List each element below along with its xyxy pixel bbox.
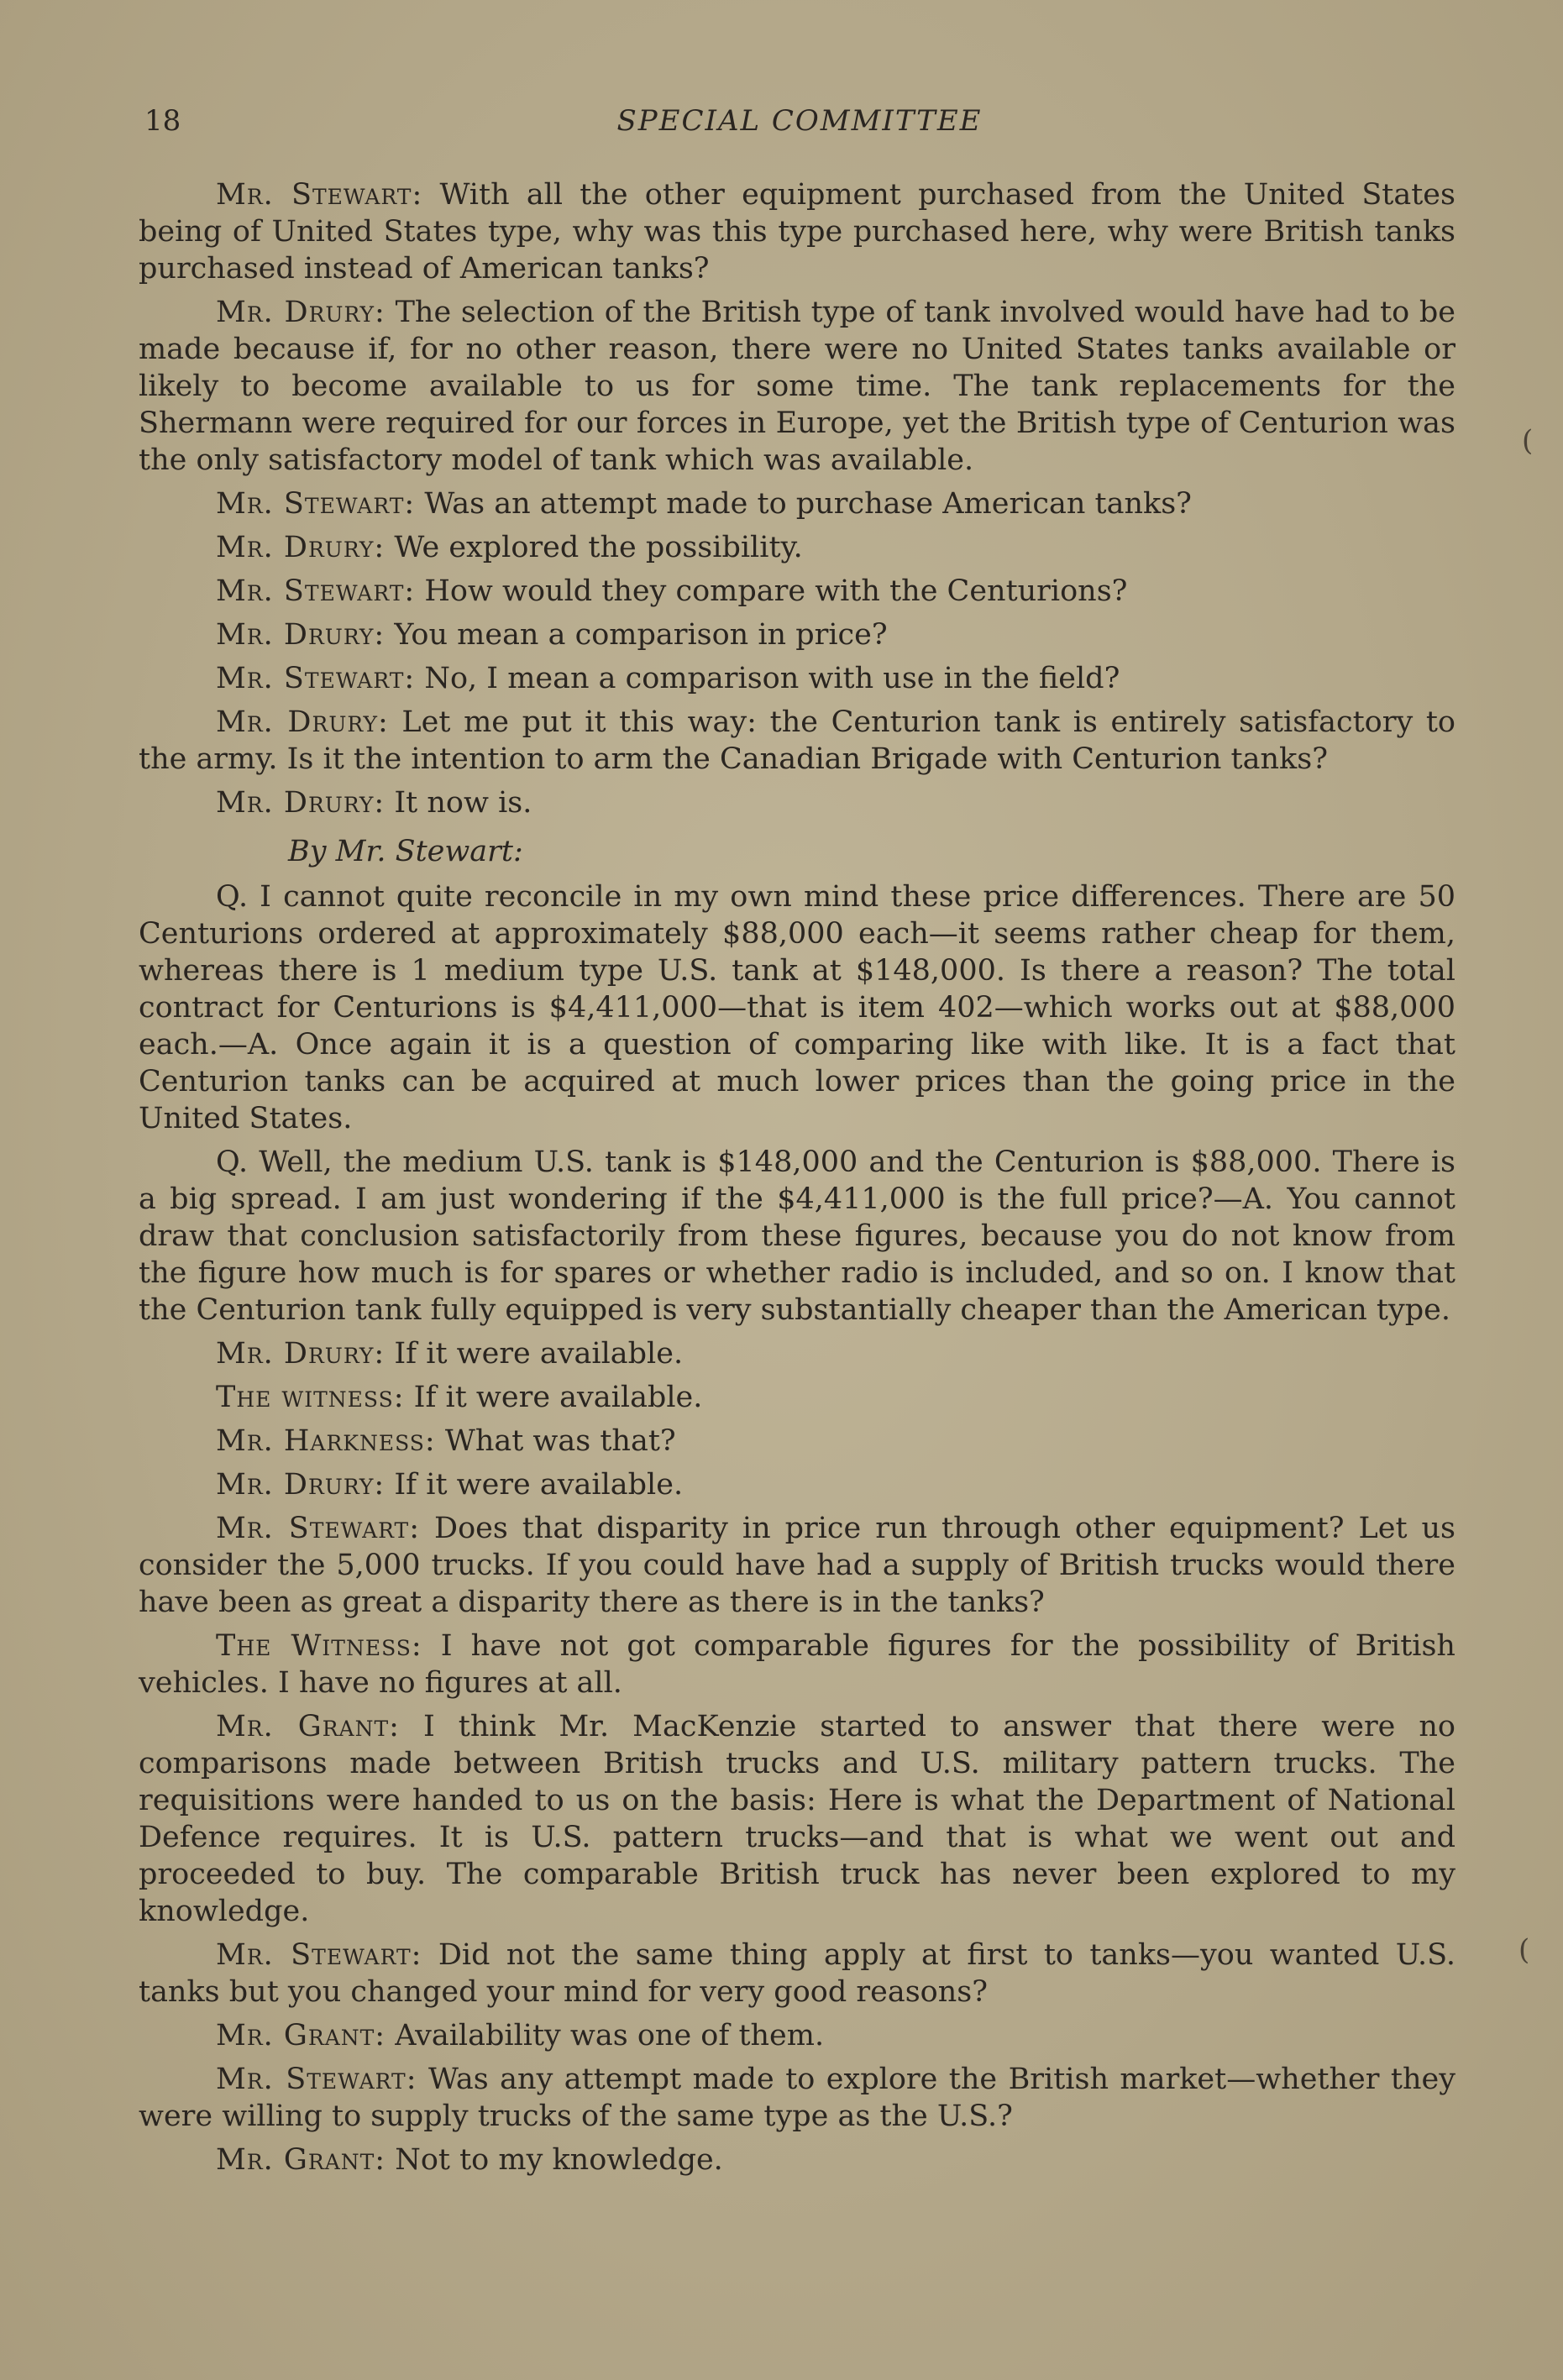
speaker-label: Mr. Stewart: [216,1512,421,1545]
speaker-label: Mr. Stewart: [216,1938,422,1972]
paragraph [139,2017,1455,2054]
paragraph-text: I have not got comparable figures for the possibility of British vehicles. I have no figures at all. [139,1629,1455,1700]
paragraph-text: Does that disparity in price run through other equipment? Let us consider the 5,000 trucks. If you could have had a supply of British trucks would there have been as great a disparity there as there is in the tanks? [139,1512,1455,1619]
paragraph-text: Not to my knowledge. [395,2143,723,2177]
paragraph [139,2141,1455,2178]
paragraph [139,1510,1455,1621]
paragraph [139,294,1455,479]
paragraph-text: I think Mr. MacKenzie started to answer that there were no comparisons made between British trucks and U.S. military pattern trucks. The requisitions were handed to us on the basis: Here is what the Department of National Defence requires. It is U.S. pattern trucks—and that is what we went out and proceeded to buy. The comparable British truck has never been explored to my knowledge. [139,1710,1455,1928]
paragraph [139,1335,1455,1372]
paragraph [139,573,1455,610]
speaker-label: Mr. Stewart: [216,487,416,521]
paragraph [139,784,1455,821]
paragraph-text: What was that? [444,1424,676,1458]
paragraph-text: No, I mean a comparison with use in the field? [424,662,1120,695]
paragraph [139,704,1455,778]
paragraph-text: You mean a comparison in price? [394,618,888,652]
paragraph-text: How would they compare with the Centurions? [424,574,1128,608]
paragraph-text: Q. I cannot quite reconcile in my own mind these price differences. There are 50 Centurions ordered at approximately $88,000 each—it seems rather cheap for them, whereas there is 1 medium type U.S. tank at $148,000. Is there a reason? The total contract for Centurions is $4,411,000—that is item 402—which works out at $88,000 each.—A. Once again it is a question of comparing like with like. It is a fact that Centurion tanks can be acquired at much lower prices than the going price in the United States. [139,880,1455,1135]
paragraph-text: We explored the possibility. [394,531,803,564]
margin-mark: ( [1518,1933,1530,1967]
speaker-label: Mr. Harkness: [216,1424,436,1458]
paragraph [139,1628,1455,1701]
paragraph-text: Availability was one of them. [395,2019,825,2052]
paragraph-text: Was any attempt made to explore the British market—whether they were willing to supply trucks of the same type as the U.S.? [139,2063,1455,2133]
speaker-label: Mr. Drury: [216,618,386,652]
speaker-label: Mr. Grant: [216,2143,386,2177]
speaker-label: The witness: [216,1381,405,1414]
paragraph [139,2061,1455,2135]
paragraph-text: Let me put it this way: the Centurion tank is entirely satisfactory to the army. Is it the intention to arm the Canadian Brigade with Centurion tanks? [139,705,1456,776]
speaker-label: Mr. Drury: [216,786,386,820]
speaker-label: Mr. Drury: [216,705,389,739]
transcript-body [139,176,1455,2185]
speaker-label: Mr. Stewart: [216,574,416,608]
paragraph [139,1466,1455,1503]
paragraph [139,529,1455,566]
speaker-label: Mr. Grant: [216,2019,386,2052]
paragraph [139,1423,1455,1460]
paragraph-text: Did not the same thing apply at first to tanks—you wanted U.S. tanks but you changed your mind for very good reasons? [139,1938,1456,2009]
paragraph [139,485,1455,522]
page-header [144,104,1455,146]
paragraph [139,660,1455,697]
speaker-label: Mr. Drury: [216,531,386,564]
paragraph [139,1708,1455,1930]
speaker-label: Mr. Stewart: [216,2063,417,2096]
paragraph-text: It now is. [394,786,532,820]
paragraph-text: If it were available. [413,1381,703,1414]
paragraph-text: If it were available. [394,1337,684,1371]
paragraph-text: The selection of the British type of tank involved would have had to be made because if, for no other reason, there were no United States tanks available or likely to become available to us for some time. The tank replacements for the Shermann were required for our forces in Europe, yet the British type of Centurion was the only satisfactory model of tank which was available. [139,296,1455,477]
paragraph-text: Was an attempt made to purchase American tanks? [424,487,1192,521]
speaker-label: Mr. Drury: [216,1337,386,1371]
page-number: 18 [144,104,181,138]
paragraph-text: With all the other equipment purchased from the United States being of United States type, why was this type purchased here, why were British tanks purchased instead of American tanks? [139,178,1455,286]
speaker-label: Mr. Drury: [216,296,386,329]
running-title: SPECIAL COMMITTEE [616,104,983,138]
speaker-label: The Witness: [216,1629,422,1663]
paragraph [139,176,1455,287]
speaker-label: Mr. Grant: [216,1710,400,1743]
paragraph-text: Q. Well, the medium U.S. tank is $148,000 and the Centurion is $88,000. There is a big spread. I am just wondering if the $4,411,000 is the full price?—A. You cannot draw that conclusion satisfactorily from these figures, because you do not know from the figure how much is for spares or whether radio is included, and so on. I know that the Centurion tank fully equipped is very substantially cheaper than the American type. [139,1145,1455,1327]
paragraph-text: If it were available. [394,1468,684,1502]
paragraph [139,1144,1455,1329]
speaker-label: Mr. Drury: [216,1468,386,1502]
speaker-label: Mr. Stewart: [216,178,423,212]
paragraph [139,616,1455,653]
paragraph [139,1937,1455,2010]
paragraph [139,878,1455,1137]
paragraph [139,1379,1455,1416]
byline: By Mr. Stewart: [288,835,523,868]
speaker-label: Mr. Stewart: [216,662,416,695]
margin-mark: ( [1522,424,1534,458]
